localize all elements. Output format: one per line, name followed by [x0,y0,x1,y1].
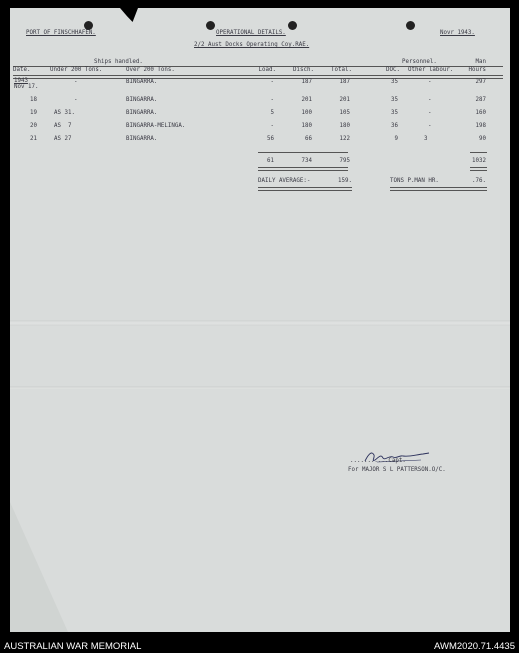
row-doc: 35 [391,110,398,116]
row-other: - [428,110,432,116]
row-hours: 90 [479,136,486,142]
row-doc: 35 [391,97,398,103]
row-under: - [74,79,78,85]
row-date: 1943 [14,78,28,84]
row-other: - [428,97,432,103]
col-over: Over 200 Tons. [126,67,175,73]
signature-capt-line: ...........Capt. [350,458,406,464]
punch-hole [84,21,93,30]
row-over: BINGARRA-MELINGA. [126,123,186,129]
row-total: 122 [339,136,350,142]
row-load: 5 [270,110,274,116]
col-hours: Hours [468,67,486,73]
row-total: 187 [339,79,350,85]
row-date: 21 [30,136,37,142]
daily-average-label: DAILY AVERAGE:- [258,178,311,184]
row-other: 3 [424,136,428,142]
ships-handled-header: Ships handled. [94,59,143,65]
row-hours: 287 [475,97,486,103]
col-total: Total. [331,67,352,73]
punch-hole [206,21,215,30]
tons-double-rule [390,187,487,191]
total-load: 61 [267,158,274,164]
punch-hole [406,21,415,30]
tons-per-man-hour-label: TONS P.MAN HR. [390,178,439,184]
row-other: - [428,123,432,129]
average-double-rule [258,187,352,191]
daily-average-value: 159. [338,178,352,184]
col-other: Other labour. [408,67,454,73]
totals-double-rule [470,167,487,171]
signature-for-line: For MAJOR S L PATTERSON.O/C. [348,467,446,473]
row-under: - [74,97,78,103]
row-doc: 36 [391,123,398,129]
row-under: AS 27 [54,136,72,142]
col-load: Load. [258,67,276,73]
document-title: OPERATIONAL DETAILS. [216,30,286,36]
total-disch: 734 [301,158,312,164]
archive-reference: AWM2020.71.4435 [434,641,515,652]
row-total: 201 [339,97,350,103]
row-over: BINGARRA. [126,79,158,85]
fold-line [10,320,510,326]
row-disch: 100 [301,110,312,116]
row-disch: 180 [301,123,312,129]
totals-rule [470,152,487,153]
archive-name: AUSTRALIAN WAR MEMORIAL [4,641,142,652]
row-disch: 201 [301,97,312,103]
row-disch: 187 [301,79,312,85]
fold-line [10,386,510,389]
row-other: - [428,79,432,85]
row-over: BINGARRA. [126,97,158,103]
row-doc: 35 [391,79,398,85]
row-hours: 160 [475,110,486,116]
row-load: - [270,79,274,85]
row-date: 20 [30,123,37,129]
row-doc: 9 [394,136,398,142]
row-load: 56 [267,136,274,142]
row-over: BINGARRA. [126,110,158,116]
totals-rule [258,152,348,153]
tons-per-man-hour-value: .76. [472,178,486,184]
period: Novr 1943. [440,30,475,36]
row-date: 18 [30,97,37,103]
totals-double-rule [258,167,348,171]
unit-name: 2/2 Aust Docks Operating Coy.RAE. [194,42,310,48]
row-load: - [270,97,274,103]
punch-hole [288,21,297,30]
page-corner-crease [10,502,68,632]
row-disch: 66 [305,136,312,142]
row-over: BINGARRA. [126,136,158,142]
row-load: - [270,123,274,129]
col-disch: Disch. [293,67,314,73]
row-date: 19 [30,110,37,116]
col-date: Date. [13,67,31,73]
row-total: 180 [339,123,350,129]
port-heading: PORT OF FINSCHHAFEN. [26,30,96,36]
row-date-month: Nov 17. [14,84,39,90]
row-total: 105 [339,110,350,116]
total-hours: 1032 [472,158,486,164]
row-under: AS 31. [54,110,75,116]
row-under: AS 7 [54,123,72,129]
document-page [10,8,510,632]
col-under: Under 200 Tons. [50,67,103,73]
personnel-header: Personnel. [402,59,437,65]
col-doc: DOC. [386,67,400,73]
paper-tear [120,8,138,22]
row-hours: 198 [475,123,486,129]
total-total: 795 [339,158,350,164]
row-hours: 297 [475,79,486,85]
man-header: Man [475,59,486,65]
